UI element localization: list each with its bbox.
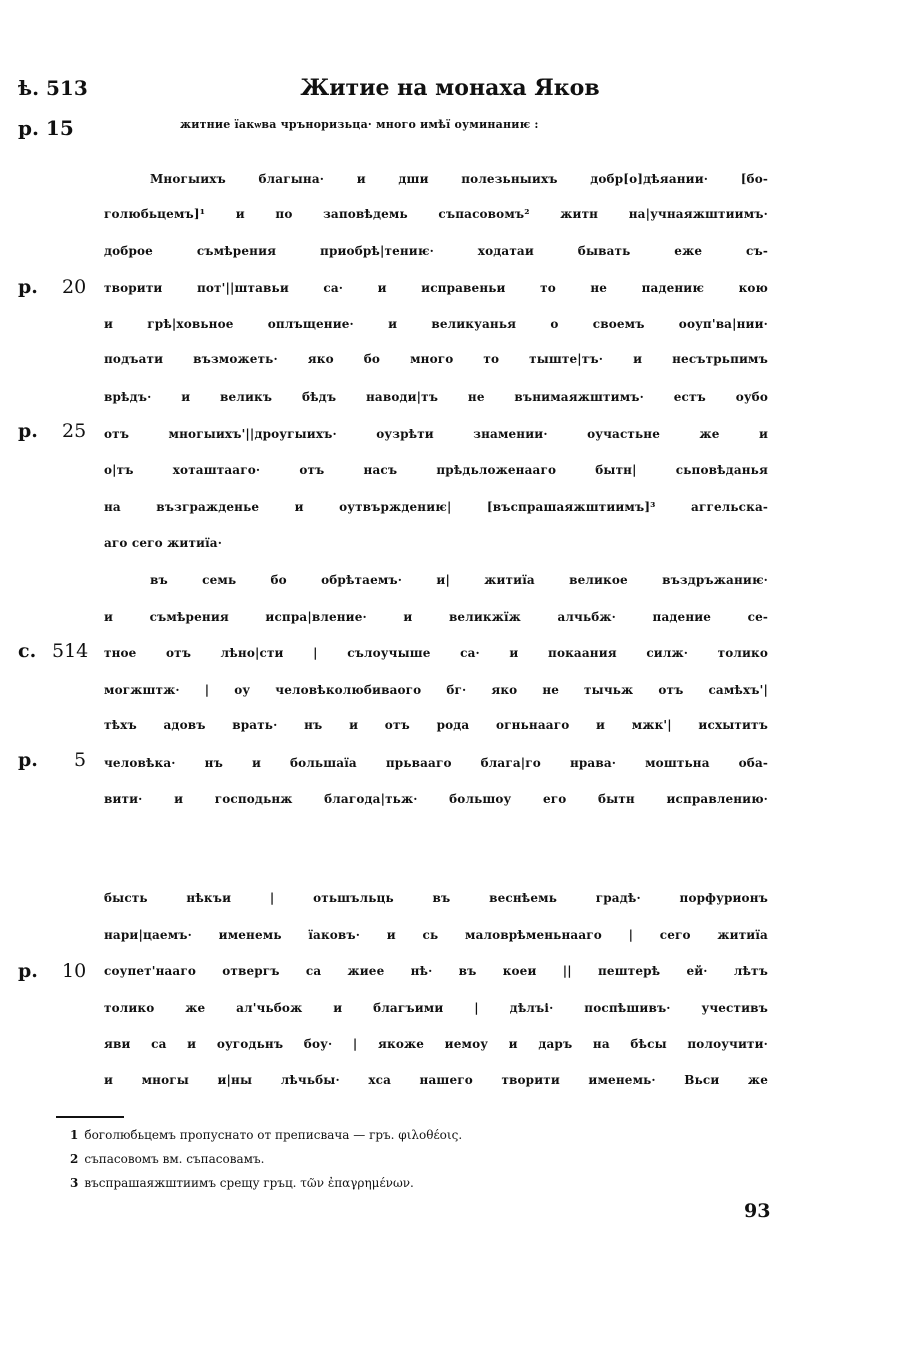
folio-ref: ѣ. 513 [18, 76, 88, 100]
text-line: подъати възможеть· яко бо много то тыште|тъ· и несътрьпимъ [104, 352, 768, 366]
footnote-text: въспрашаяжштиимъ срещу гръц. τῶν ἐπαγρημένων. [84, 1176, 414, 1190]
page-number: 93 [744, 1200, 771, 1222]
text-line: человѣка· нъ и большаїа прьвааго блага|го нрава· моштьна оба- [104, 756, 768, 770]
text-subtitle: житние їакѡва чръноризьца· много имѣї оуминаниѥ : [180, 118, 539, 131]
text-line: на възгражденье и оутвърждениѥ| [въспрашаяжштиимъ]³ аггельска- [104, 500, 768, 514]
margin-ref [18, 749, 87, 771]
margin-number: 20 [62, 276, 87, 298]
text-line: и съмѣрения испра|вление· и великжїж алчьбж· падение се- [104, 610, 768, 624]
text-line: тѣхъ адовъ врать· нъ и отъ рода огньнааго и мжк'| исхытитъ [104, 718, 768, 732]
text-line: и грѣ|ховьное оплъщение· и великуанья о своемъ ооуп'ва|нии· [104, 317, 768, 331]
footnote [70, 1176, 414, 1190]
footnote-text: боголюбьцемъ пропуснато от преписвача — гръ. φιλοθέοις. [84, 1128, 463, 1142]
footnote-number: 3 [70, 1176, 79, 1190]
page-title: Житие на монаха Яков [300, 75, 600, 101]
text-line: соупет'нааго отвергъ са жиее нѣ· въ коеи || пештерѣ ей· лѣтъ [104, 964, 768, 978]
text-line: и многы и|ны лѣчьбы· хса нашего творити именемь· Вьси же [104, 1073, 768, 1087]
footnote-number: 2 [70, 1152, 79, 1166]
text-line: отъ многыихъ'||дроугыихъ· оузрѣти знамении· оучастьне же и [104, 427, 768, 441]
text-line: бысть нѣкъи | отьшъльць въ веснѣемь градѣ· порфурионъ [104, 891, 768, 905]
margin-number: 10 [62, 960, 87, 982]
footnote [70, 1128, 462, 1142]
footnote [70, 1152, 264, 1166]
text-line: Многыихъ благына· и дши полезьныихъ добр[о]дѣяании· [бо- [150, 172, 768, 186]
line-ref-15: р. 15 [18, 116, 74, 140]
text-line: доброе съмѣрения приобрѣ|тениѥ· ходатаи бывать еже съ- [104, 244, 768, 258]
text-line: нари|цаемъ· именемь їаковъ· и сь маловрѣменьнааго | сего житиїа [104, 928, 768, 942]
text-line: въ семь бо обрѣтаемъ· и| житиїа великое въздръжаниѥ· [150, 573, 768, 587]
text-line: вити· и господьнж благода|тьж· большоу его бытн исправлению· [104, 792, 768, 806]
text-line: толико же ал'чьбож и благъими | дѣлъі· поспѣшивъ· учестивъ [104, 1001, 768, 1015]
text-line: аго сего житиїа· [104, 536, 223, 550]
footnote-number: 1 [70, 1128, 79, 1142]
margin-prefix: р. [18, 749, 38, 771]
footnote-rule [56, 1116, 124, 1118]
margin-ref [18, 420, 87, 442]
text-line: голюбьцемъ]¹ и по заповѣдемь съпасовомъ² житн на|учнаяжштиимъ· [104, 207, 768, 221]
margin-prefix: р. [18, 960, 38, 982]
margin-number: 5 [74, 749, 87, 771]
text-line: врѣдъ· и великъ бѣдъ наводи|тъ не вънимаяжштимъ· естъ оубо [104, 390, 768, 404]
text-line: творити пот'||штавьи са· и исправеньи то не падениѥ кою [104, 281, 768, 295]
text-line: тное отъ лѣно|сти | сълоучыше са· и покаания силж· толико [104, 646, 768, 660]
margin-ref [18, 276, 87, 298]
margin-ref [18, 960, 87, 982]
margin-number: 514 [52, 640, 89, 662]
margin-number: 25 [62, 420, 87, 442]
footnote-text: съпасовомъ вм. съпасовамъ. [84, 1152, 265, 1166]
text-line: о|тъ хоташтааго· отъ насъ прѣдьложенааго бытн| сьповѣданья [104, 463, 768, 477]
margin-ref [18, 640, 89, 662]
margin-prefix: с. [18, 640, 37, 662]
text-line: яви са и оугодьнъ боу· | якоже иемоу и даръ на бѣсы полоучити· [104, 1037, 768, 1051]
text-line: могжштж· | оу человѣколюбиваого бг· яко не тычьж отъ самѣхъ'| [104, 683, 768, 697]
margin-prefix: р. [18, 276, 38, 298]
margin-prefix: р. [18, 420, 38, 442]
